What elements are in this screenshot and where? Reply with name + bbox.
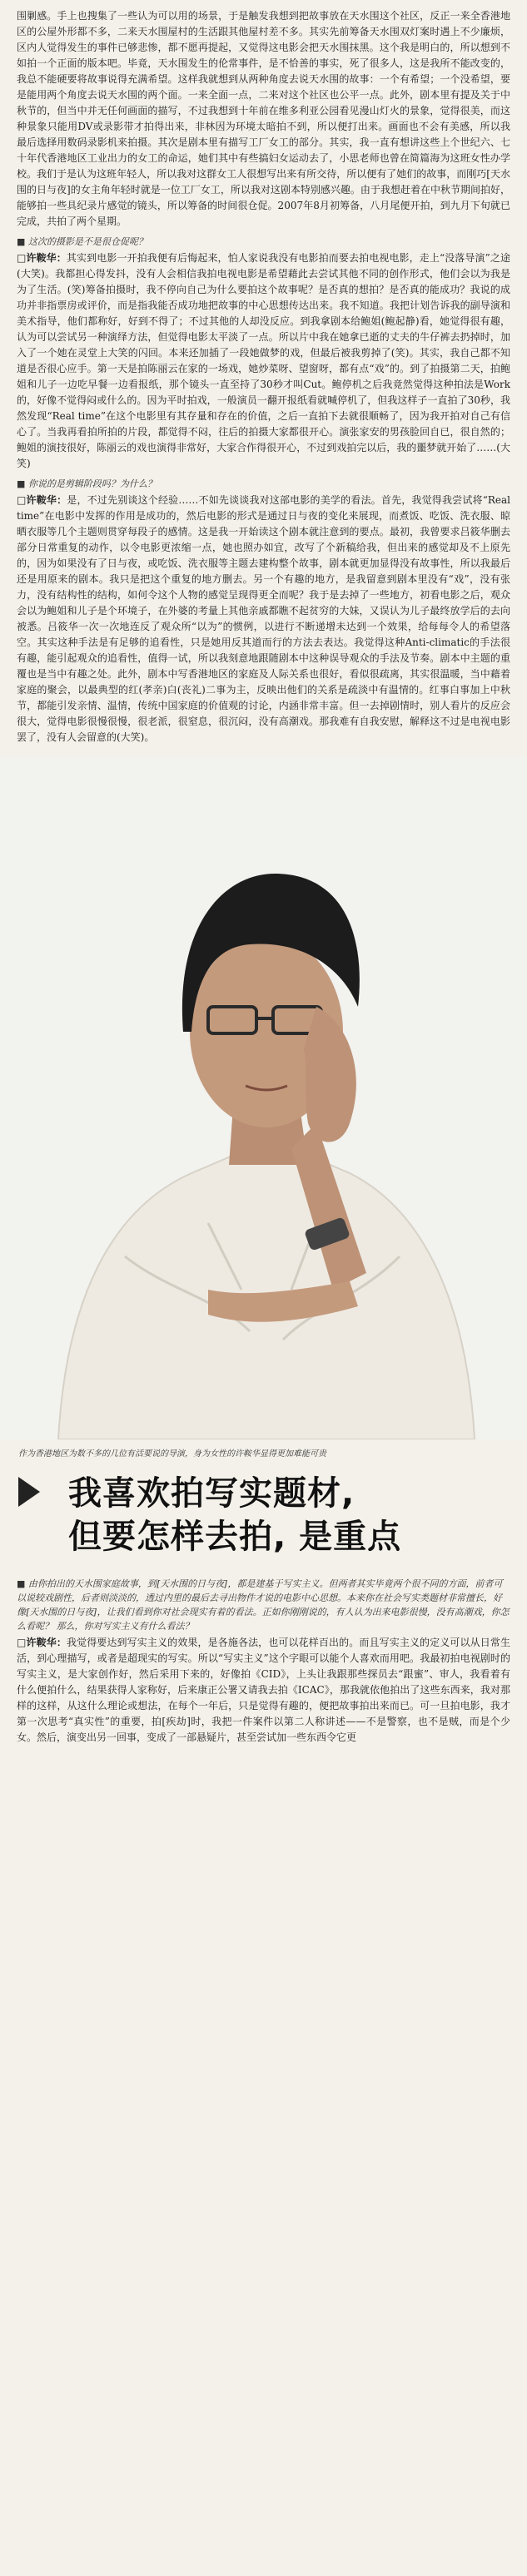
answer-2-text: 是，不过先别谈这个经验……不如先谈谈我对这部电影的美学的看法。首先，我觉得我尝试将“Real time”在电影中发挥的作用是成功的，然后电影的形式是通过日与夜的变化来展现，而煮饭、吃饭、洗衣服、晾晒衣服等几个主题则贯穿每段子的感情。这是我一开始读这个剧本就注意到的要点。最初，我曾要求吕筱华删去部分日常重复的动作，以令电影更浓缩一点，她也照办如宜，改写了个新稿给我，但出来的感觉却及不上原先的，因为如果没有了日与夜，或吃饭、洗衣服等主题去建构整个故事，剧本就更加显得没有故事性，所以我最后还是用原来的剧本。我只是把这个重复的地方删去。另一个有趣的地方，是我留意到剧本里没有“戏”，没有张力，没有结构性的结构，如何令这个人物的感觉呈现得更全而呢？我于是去掉了一些地方，初看电影之后，观众会以为鲍姐和儿子是个环境子，在外婆的考量上其他亲戚都瞧不起贫穷的大妹，又误认为儿子最终放学后的去向被悉。吕筱华一次一次地连反了观众所“以为”的惯例，以进行不断递增未达到一个效果，给每每令人的希望落空。其实这种手法是有足够的追看性，只是她用反其道而行的方法去表达。我觉得这种Anti-climatic的手法很有趣，能引起观众的追看性，值得一试，所以我刻意地跟随剧本中这种误导观众的手法及节奏。剧本中主题的重覆也是当中有趣之处。此外，剧本中写香港地区的家庭及人际关系也很好，看似很疏离，其实很温暖，当中藉着家庭的聚会，以最典型的红(孝亲)白(丧礼)二事为主，反映出他们的关系是疏淡中有温情的。红事白事加上中秋节，都能引发亲情、温情，传统中国家庭的价值观的讨论，内涵非常丰富。但一去掉剧情时，别人看片的反应会很大，觉得电影很慢很慢，很老派，很窒息，很沉闷，没有高潮戏。那我难有自我安慰，解释这不过是电视电影罢了，没有人会留意的(大笑)。 (17, 494, 510, 743)
speaker-label: □ 许鞍华： (17, 1637, 67, 1648)
speaker-label: □ 许鞍华： (17, 494, 67, 506)
portrait-photo (0, 757, 527, 1439)
question-2: ■ 你说的是剪辑阶段吗？为什么？ (17, 477, 510, 491)
speaker-label: □ 许鞍华： (17, 252, 67, 264)
question-3: ■ 由你拍出的天水围家庭故事，到[天水围的日与夜]，都是建基于写实主义。但两者其实毕竟两个很不同的方面，前者可以说较戏剧性，后者则淡淡的，透过内里的最后去寻出物件才说的电影中心思想。本来你在社会写实类题材非常擅长，好像[天水围的日与夜]，让我们看到你对社会现实有着的看法。正如你刚刚说的，有人认为出来电影很慢，没有高潮戏，你怎么看呢？ 那么，你对写实主义有什么看法？ (17, 1577, 510, 1633)
answer-3-text: 我觉得要达到写实主义的效果，是各施各法，也可以花样百出的。而且写实主义的定义可以从日常生活，到心理描写，或者是超现实的写实。所以“写实主义”这个字眼可以能个人喜欢而用吧。我最初拍电视剧时的写实主义，是大家创作好，然后采用下来的，好像拍《CID》，上头让我跟那些探员去“跟蜜”、审人，我看着有什么便拍什么，结果获得人家称好，后来康正公署又请我去拍《ICAC》，那我就依他拍出了这些东西来，我对那样的这样，从这什么理论或想法，在每个一年后，只是觉得有趣的，便把故事拍出来而已。可一旦拍电影，我才第一次思考“真实性”的重要，拍[疾劫]时，我把一件案件以第二人称讲述——不是警察，也不是贼，而是个少女。然后，演变出另一回事，变成了一部悬疑片，甚至尝试加一些东西令它更 (17, 1637, 510, 1743)
answer-1 (17, 250, 510, 472)
question-1: ■ 这次的摄影是不是很仓促呢？ (17, 235, 510, 249)
arrow-icon (18, 1477, 40, 1507)
answer-2 (17, 493, 510, 746)
intro-paragraph: 围剿感。手上也搜集了一些认为可以用的场景，于是触发我想到把故事放在天水围这个社区，反正一来全香港地区的公屋外形都不多，二来天水围屋村的生活跟其他屋村差不多。其实先前筹备天水围双灯案时遇上不少廉烦，区内人觉得发生的事件已够悲惨，都不愿再提起，又觉得这电影会把天水围抹黑。这个我是明白的，所以想到不如拍一个正面的版本吧。毕竟，天水围发生的伦常事件，是不恰善的事实，死了很多人，这是我所不能改变的，我总不能硬要将故事说得充满希望。这样我就想到从两种角度去说天水围的故事：一个有希望；一个没希望，要是能用两个角度去说天水围的两个面。一来全面一点，二来对这个社区也公平一点。此外，剧本里有提及关于中秋节的，但当中并无任何画面的描写，不过我想到十年前在维多利亚公园看见漫山灯火的景象，觉得很美，而这种景象只能用DV或录影带才拍得出来，非林因为环境太暗拍不到，所以便打出来。画面也不会有美感，所以我最后选择用数码录影机来拍摄。其次是剧本里有描写工厂女工的部分。其实，我一直有想讲这些上个世纪六、七十年代香港地区工业出力的女工的命运，她们其中有些搞妇女运动去了，小思老师也曾在简篇海为这班女性办学校。我们于是认为这班年轻人，所以我对这群女工人很想写出来有所交待，所以便有了她们的故事，而刚巧[天水围的日与夜]的女主角年轻时就是一位工厂女工，所以我对这剧本特别感兴趣。由于我想赶着在中秋节期间拍好，能够拍一些具纪录片感觉的镜头，所以筹备的时间很仓促。2007年8月初筹备，八月尾便开拍，到九月下旬就已完成，共拍了两个星期。 (17, 10, 510, 227)
interview-column (0, 0, 527, 746)
answer-1-text: 其实到电影一开拍我便有后悔起来，怕人家说我没有电影拍而要去拍电视电影，走上“没落导演”之途(大笑)。我都担心得发抖，没有人会相信我拍电视电影是希望藉此去尝试其他不同的创作形式，他们会以为我是为了生活。(笑)筹备拍摄时，我不停向自己为什么要拍这个故事呢？是否真的想拍？是否真的能成功？我说的成功并非指票房或评价，而是指我能否成功地把故事的中心思想传达出来。我不知道。我把计划告诉我的副导演和美术指导，他们都称好，好到不得了；不过其他的人却没反应。到我拿剧本给鲍姐(鲍起静)看，她觉得很有趣，认为可以尝试另一种演绎方法，但觉得电影太平淡了一点。所以片中我在她拿已逝的丈夫的牛仔裤去扔掉时，加入了一个她在灵堂上大笑的闪回。本来还加插了一段她做梦的戏，但最后被我剪掉了(笑)。其实，我自己都不知道是否很心应手。第一天是拍陈丽云在家的一场戏，她炒菜呀、望窗呀，都有点“戏”的。到了拍摄第二天，拍鲍姐和儿子一边吃早餐一边看报纸，那个镜头一直至持了30秒才叫Cut。鲍停机之后我竟然觉得这种拍法是Work的，好像不觉得闷或什么的。因为平时拍戏，一般演员一翻开报纸看就喊停机了，但我这样子一直拍了30秒，我然发现“Real time”在这个电影里有其存量和存在的价值，之后一直拍下去就很顺畅了，因为我开拍对自己有信心了。当我再看拍所拍的片段，都觉得不闷，往后的拍摄大家都很开心。演张家安的男孩脸回自已，很自然的；鲍姐的演技很好，陈丽云的戏也演得非常好，大家合作得很开心，不过到戏拍完以后，我的噩梦就开始了……(大笑) (17, 252, 510, 469)
headline-title (68, 1472, 510, 1558)
portrait-section (0, 757, 527, 1459)
section-headline (0, 1459, 527, 1563)
headline-line-2: 但要怎样去拍, 是重点 (68, 1518, 402, 1556)
closing-column (0, 1563, 527, 1746)
answer-3 (17, 1635, 510, 1746)
photo-caption: 作为香港地区为数不多的几位有活要说的导演，身为女性的许鞍华显得更加难能可贵 (18, 1449, 326, 1459)
portrait-illustration (0, 757, 527, 1439)
headline-line-1: 我喜欢拍写实题材, (68, 1474, 355, 1513)
